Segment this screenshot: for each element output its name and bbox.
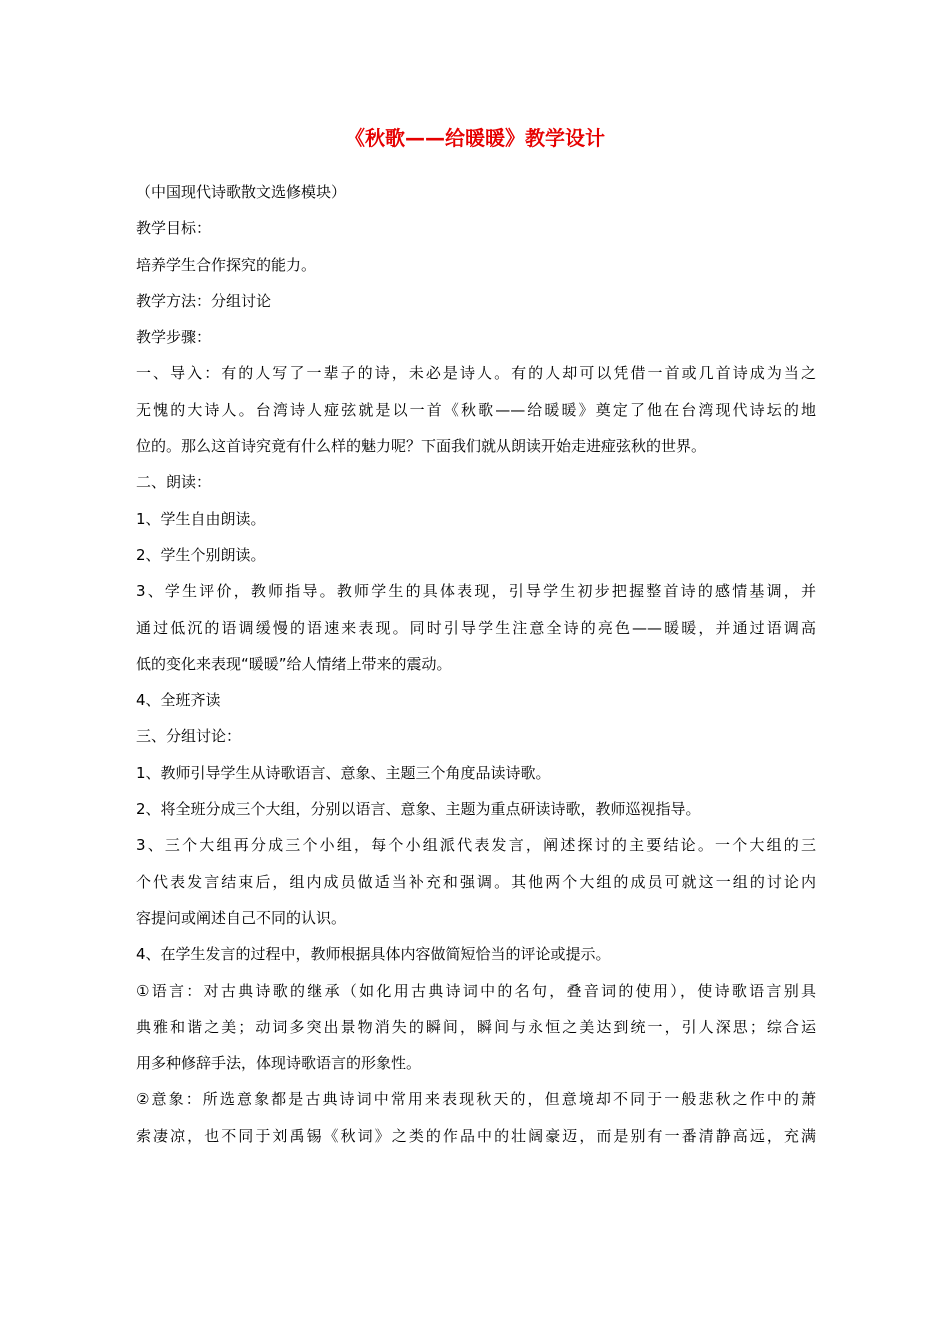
- paragraph-line: 索凄凉，也不同于刘禹锡《秋词》之类的作品中的壮阔豪迈，而是别有一番清静高远，充满: [136, 1126, 816, 1145]
- paragraph-line: 典雅和谐之美；动词多突出景物消失的瞬间，瞬间与永恒之美达到统一，引人深思；综合运: [136, 1017, 816, 1036]
- paragraph-line: 3、三个大组再分成三个小组，每个小组派代表发言，阐述探讨的主要结论。一个大组的三: [136, 836, 816, 855]
- paragraph-line: 1、学生自由朗读。: [136, 509, 266, 528]
- paragraph-line: ①语言：对古典诗歌的继承（如化用古典诗词中的名句，叠音词的使用），使诗歌语言别具: [136, 981, 816, 1000]
- paragraph-line: ②意象：所选意象都是古典诗词中常用来表现秋天的，但意境却不同于一般悲秋之作中的萧: [136, 1090, 816, 1109]
- section-heading: 二、朗读：: [136, 473, 212, 492]
- paragraph-line: 2、将全班分成三个大组，分别以语言、意象、主题为重点研读诗歌，教师巡视指导。: [136, 800, 701, 819]
- subtitle: （中国现代诗歌散文选修模块）: [136, 183, 347, 201]
- paragraph-line: 通过低沉的语调缓慢的语速来表现。同时引导学生注意全诗的亮色——暖暖，并通过语调高: [136, 618, 816, 637]
- paragraph-line: 4、在学生发言的过程中，教师根据具体内容做简短恰当的评论或提示。: [136, 945, 611, 964]
- paragraph-line: 个代表发言结束后，组内成员做适当补充和强调。其他两个大组的成员可就这一组的讨论内: [136, 872, 816, 891]
- paragraph-line: 容提问或阐述自己不同的认识。: [136, 908, 347, 927]
- paragraph-line: 无愧的大诗人。台湾诗人痖弦就是以一首《秋歌——给暖暖》奠定了他在台湾现代诗坛的地: [136, 400, 816, 419]
- paragraph-line: 低的变化来表现“暖暖”给人情绪上带来的震动。: [136, 654, 452, 673]
- paragraph-line: 2、学生个别朗读。: [136, 545, 266, 564]
- section-heading: 教学步骤：: [136, 328, 212, 347]
- paragraph-line: 1、教师引导学生从诗歌语言、意象、主题三个角度品读诗歌。: [136, 763, 551, 782]
- paragraph-line: 一、导入：有的人写了一辈子的诗，未必是诗人。有的人却可以凭借一首或几首诗成为当之: [136, 364, 816, 383]
- section-heading: 教学目标：: [136, 219, 212, 238]
- page-title: 《秋歌——给暖暖》教学设计: [345, 126, 605, 150]
- paragraph-line: 4、全班齐读: [136, 691, 221, 710]
- paragraph-line: 位的。那么这首诗究竟有什么样的魅力呢？下面我们就从朗读开始走进痖弦秋的世界。: [136, 437, 707, 456]
- paragraph-line: 教学方法：分组讨论: [136, 291, 272, 310]
- paragraph-line: 培养学生合作探究的能力。: [136, 255, 317, 274]
- paragraph-line: 用多种修辞手法，体现诗歌语言的形象性。: [136, 1054, 422, 1073]
- document-body: [136, 174, 816, 1154]
- paragraph-line: 3、学生评价，教师指导。教师学生的具体表现，引导学生初步把握整首诗的感情基调，并: [136, 582, 816, 601]
- section-heading: 三、分组讨论：: [136, 727, 242, 746]
